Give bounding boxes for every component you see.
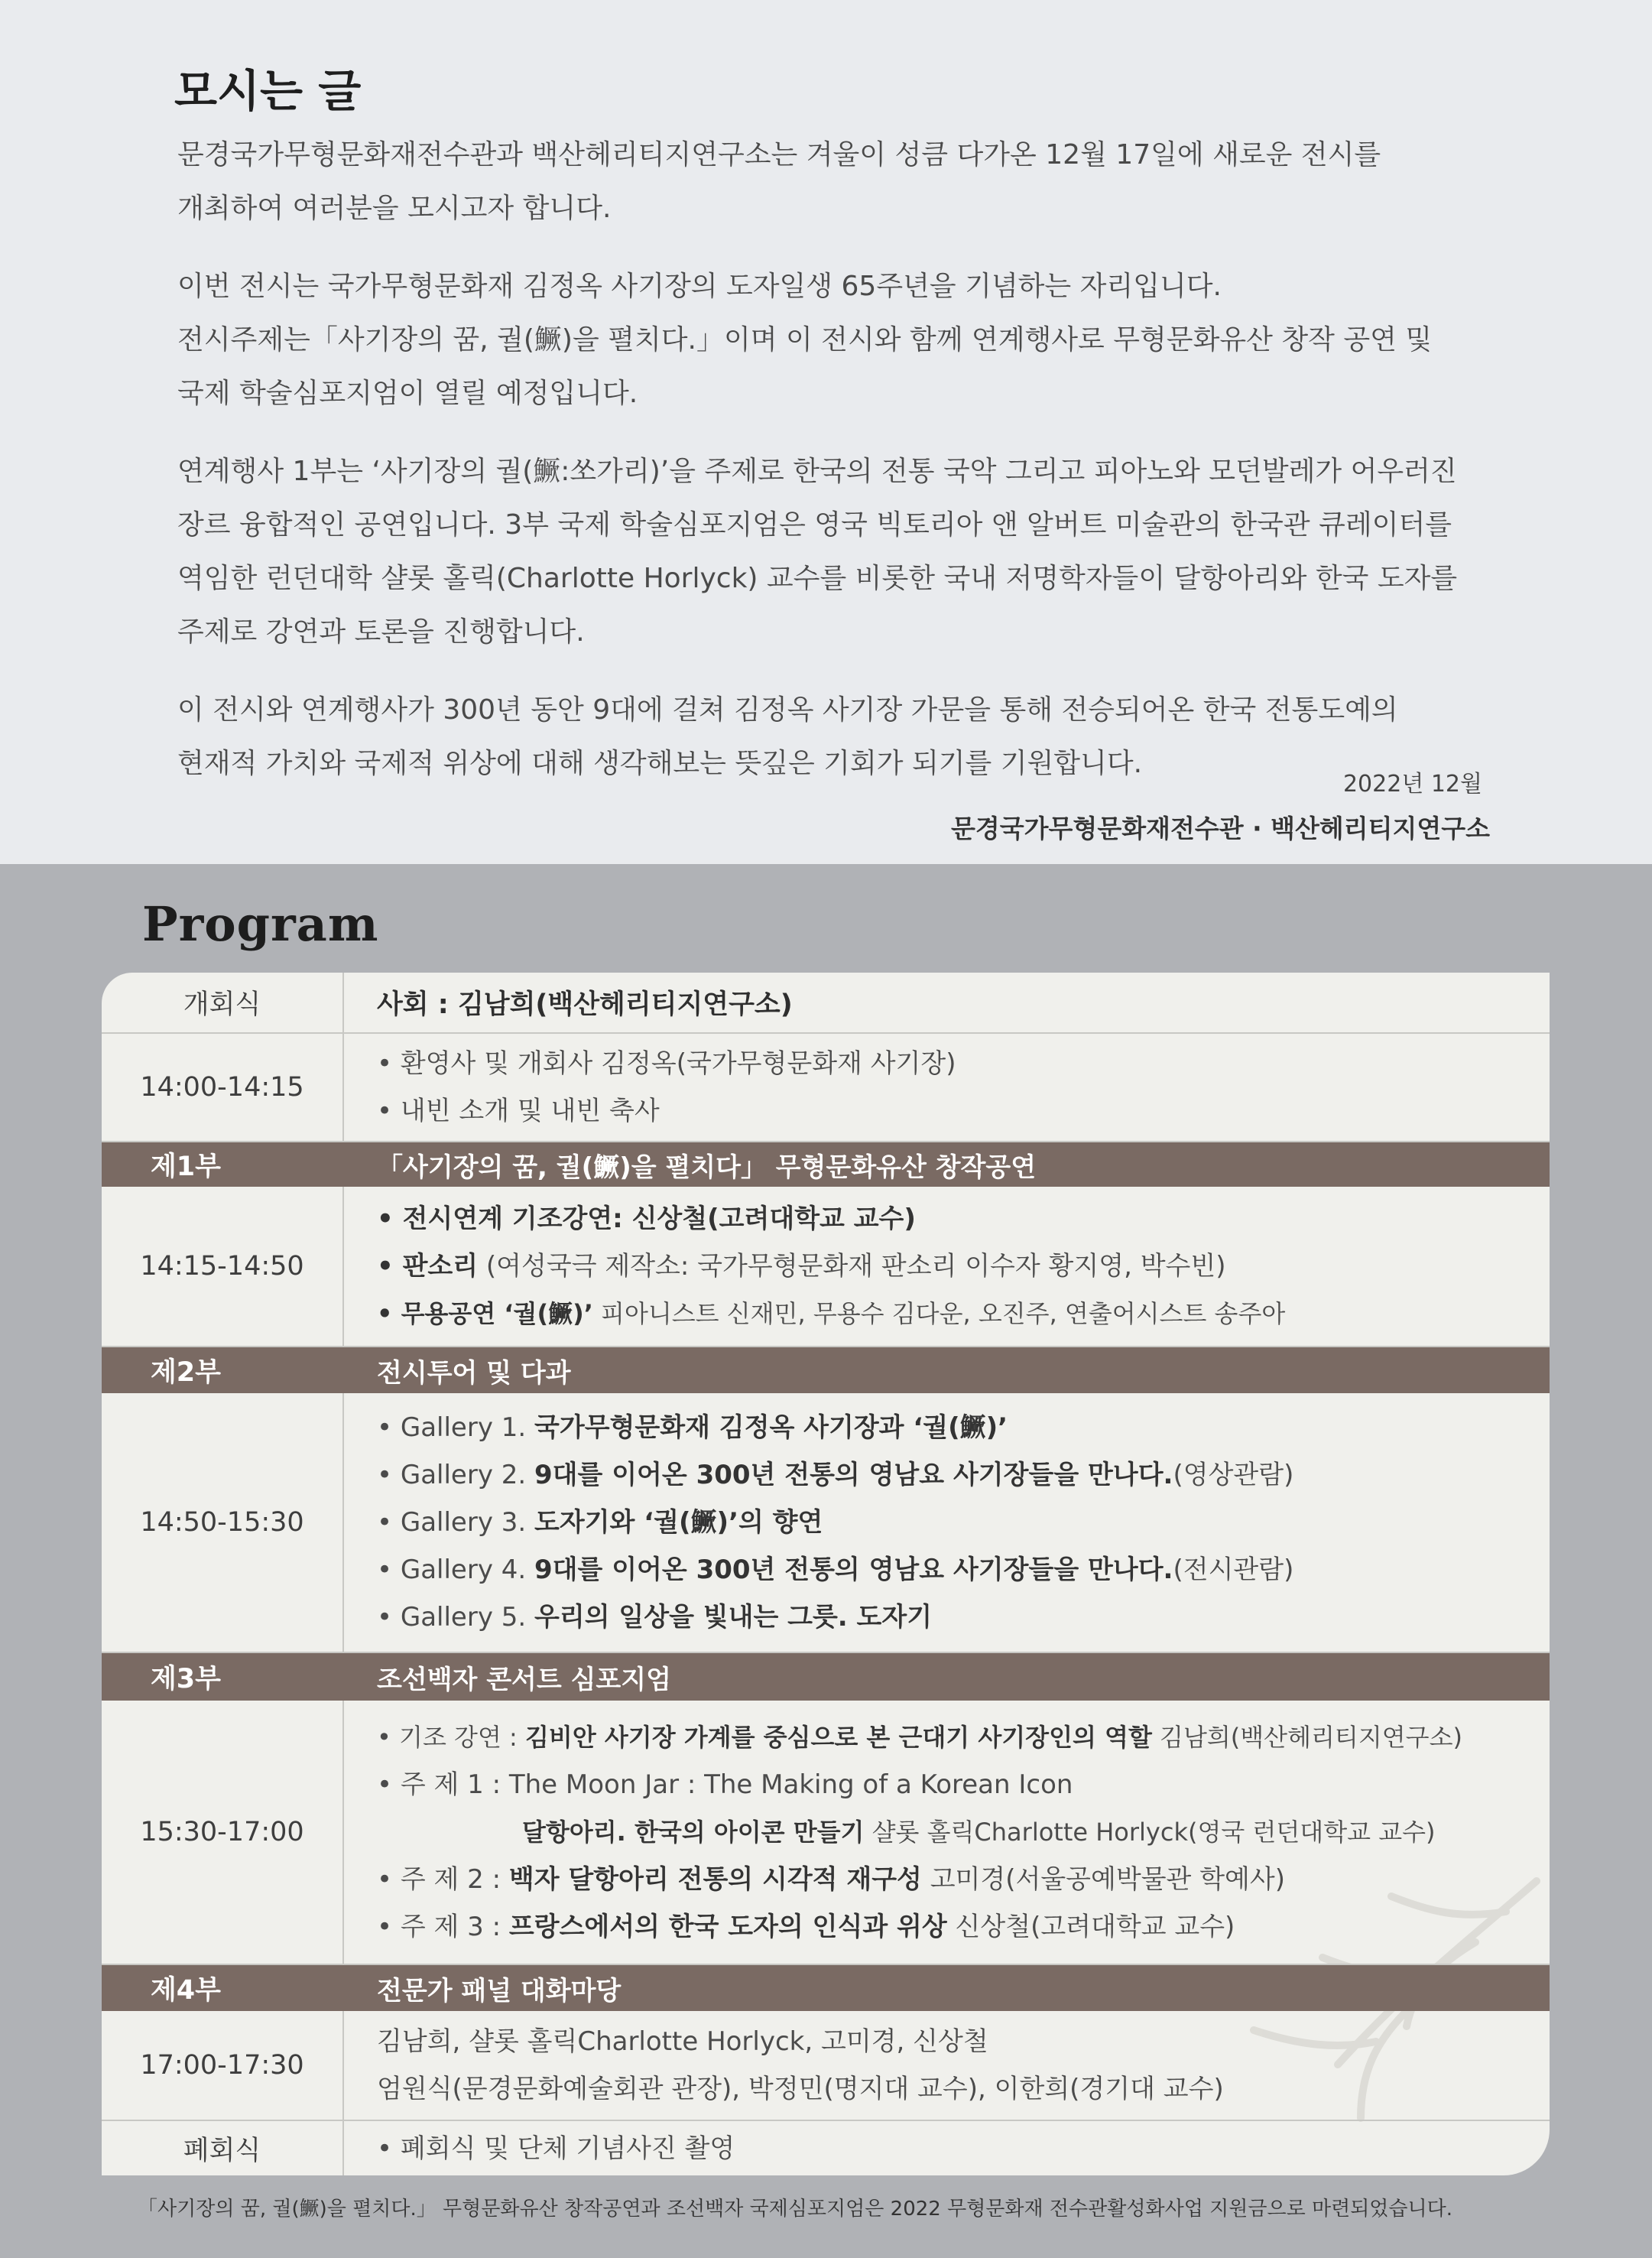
row-time: 14:15-14:50 bbox=[102, 1187, 344, 1346]
list-item: • 주 제 3 : 프랑스에서의 한국 도자의 인식과 위상 신상철(고려대학교 교수) bbox=[377, 1912, 1235, 1942]
text-line: 국제 학술심포지엄이 열릴 예정입니다. bbox=[177, 378, 638, 409]
text-line: 문경국가무형문화재전수관과 백산헤리티지연구소는 겨울이 성큼 다가온 12월 17일에 새로운 전시를 bbox=[177, 139, 1381, 171]
invitation-body bbox=[177, 128, 1492, 815]
text-line: 개최하여 여러분을 모시고자 합니다. bbox=[177, 193, 612, 224]
list-item: • 환영사 및 개회사 김정옥(국가무형문화재 사기장) bbox=[377, 1048, 956, 1079]
section-header-part2 bbox=[102, 1347, 1550, 1393]
list-item: 엄원식(문경문화예술회관 관장), 박정민(명지대 교수), 이한희(경기대 교수) bbox=[377, 2074, 1224, 2104]
table-row-part3 bbox=[102, 1701, 1550, 1965]
list-item: • 주 제 1 : The Moon Jar : The Making of a Korean Icon bbox=[377, 1769, 1073, 1800]
invitation-paragraph-3 bbox=[177, 445, 1492, 659]
text-line: 이번 전시는 국가무형문화재 김정옥 사기장의 도자일생 65주년을 기념하는 자리입니다. bbox=[177, 271, 1222, 302]
list-item: • Gallery 5. 우리의 일상을 빛내는 그릇. 도자기 bbox=[377, 1602, 933, 1633]
list-item: • Gallery 3. 도자기와 ‘궐(鱖)’의 향연 bbox=[377, 1507, 823, 1538]
invitation-paragraph-2 bbox=[177, 260, 1492, 421]
row-time: 14:00-14:15 bbox=[102, 1034, 344, 1141]
table-row-closing bbox=[102, 2121, 1550, 2175]
row-label: 폐회식 bbox=[102, 2121, 344, 2175]
footnote: 「사기장의 꿈, 궐(鱖)을 펼치다.」 무형문화유산 창작공연과 조선백자 국제심포지엄은 2022 무형문화재 전수관활성화사업 지원금으로 마련되었습니다. bbox=[138, 2198, 1453, 2221]
table-row-opening bbox=[102, 973, 1550, 1034]
row-label: 개회식 bbox=[102, 973, 344, 1032]
section-title: 전시투어 및 다과 bbox=[377, 1357, 571, 1389]
list-item: • 주 제 2 : 백자 달항아리 전통의 시각적 재구성 고미경(서울공예박물관 학예사) bbox=[377, 1864, 1286, 1895]
table-row-part4 bbox=[102, 2011, 1550, 2121]
text-line: 연계행사 1부는 ‘사기장의 궐(鱖:쏘가리)’을 주제로 한국의 전통 국악 그리고 피아노와 모던발레가 어우러진 bbox=[177, 456, 1457, 487]
text-line: 장르 융합적인 공연입니다. 3부 국제 학술심포지엄은 영국 빅토리아 앤 알버트 미술관의 한국관 큐레이터를 bbox=[177, 509, 1452, 541]
list-item: • 판소리 (여성국극 제작소: 국가무형문화재 판소리 이수자 황지영, 박수빈) bbox=[377, 1251, 1226, 1282]
text-line: 역임한 런던대학 샬롯 홀릭(Charlotte Horlyck) 교수를 비롯한 국내 저명학자들이 달항아리와 한국 도자를 bbox=[177, 563, 1458, 594]
host-text: 사회 : 김남희(백산헤리티지연구소) bbox=[377, 989, 793, 1020]
program-title: Program bbox=[142, 896, 379, 952]
section-title: 「사기장의 꿈, 궐(鱖)을 펼치다」 무형문화유산 창작공연 bbox=[377, 1152, 1037, 1183]
section-label: 제3부 bbox=[151, 1664, 221, 1694]
section-label: 제4부 bbox=[151, 1975, 221, 2006]
text-line: 주제로 강연과 토론을 진행합니다. bbox=[177, 616, 585, 648]
section-label: 제2부 bbox=[151, 1357, 221, 1388]
list-item: • 내빈 소개 및 내빈 축사 bbox=[377, 1096, 660, 1126]
section-title: 전문가 패널 대화마당 bbox=[377, 1975, 622, 2006]
text-line: 이 전시와 연계행사가 300년 동안 9대에 걸쳐 김정옥 사기장 가문을 통해 전승되어온 한국 전통도예의 bbox=[177, 694, 1398, 726]
section-header-part4 bbox=[102, 1965, 1550, 2011]
list-item: • Gallery 2. 9대를 이어온 300년 전통의 영남요 사기장들을 만나다.(영상관람) bbox=[377, 1460, 1294, 1490]
list-item: • 기조 강연 : 김비안 사기장 가계를 중심으로 본 근대기 사기장인의 역할 김남희(백산헤리티지연구소) bbox=[377, 1723, 1462, 1752]
section-label: 제1부 bbox=[151, 1152, 221, 1182]
invitation-paragraph-4 bbox=[177, 684, 1492, 791]
table-row-part1 bbox=[102, 1187, 1550, 1347]
text-line: 전시주제는「사기장의 꿈, 궐(鱖)을 펼치다.」이며 이 전시와 함께 연계행사로 무형문화유산 창작 공연 및 bbox=[177, 324, 1433, 356]
row-time: 14:50-15:30 bbox=[102, 1393, 344, 1652]
section-title: 조선백자 콘서트 심포지엄 bbox=[377, 1664, 671, 1695]
invitation-paragraph-1 bbox=[177, 128, 1492, 236]
list-item: 김남희, 샬롯 홀릭Charlotte Horlyck, 고미경, 신상철 bbox=[377, 2026, 988, 2057]
list-item: • 무용공연 ‘궐(鱖)’ 피아니스트 신재민, 무용수 김다운, 오진주, 연출어시스트 송주아 bbox=[377, 1299, 1286, 1328]
list-item: • 폐회식 및 단체 기념사진 촬영 bbox=[377, 2133, 735, 2164]
table-row-opening-time bbox=[102, 1034, 1550, 1142]
list-item: • 전시연계 기조강연: 신상철(고려대학교 교수) bbox=[377, 1204, 916, 1234]
list-item: 달항아리. 한국의 아이콘 만들기 샬롯 홀릭Charlotte Horlyck(영국 런던대학교 교수) bbox=[522, 1818, 1436, 1847]
row-time: 15:30-17:00 bbox=[102, 1701, 344, 1964]
list-item: • Gallery 4. 9대를 이어온 300년 전통의 영남요 사기장들을 만나다.(전시관람) bbox=[377, 1555, 1294, 1585]
section-header-part3 bbox=[102, 1653, 1550, 1701]
table-row-part2 bbox=[102, 1393, 1550, 1653]
text-line: 현재적 가치와 국제적 위상에 대해 생각해보는 뜻깊은 기회가 되기를 기원합니다. bbox=[177, 748, 1143, 779]
invitation-heading: 모시는 글 bbox=[174, 65, 362, 117]
invitation-signature: 문경국가무형문화재전수관 · 백산헤리티지연구소 bbox=[951, 814, 1490, 843]
list-item: • Gallery 1. 국가무형문화재 김정옥 사기장과 ‘궐(鱖)’ bbox=[377, 1412, 1008, 1443]
invitation-date: 2022년 12월 bbox=[1342, 771, 1482, 798]
section-header-part1 bbox=[102, 1142, 1550, 1187]
row-time: 17:00-17:30 bbox=[102, 2011, 344, 2120]
